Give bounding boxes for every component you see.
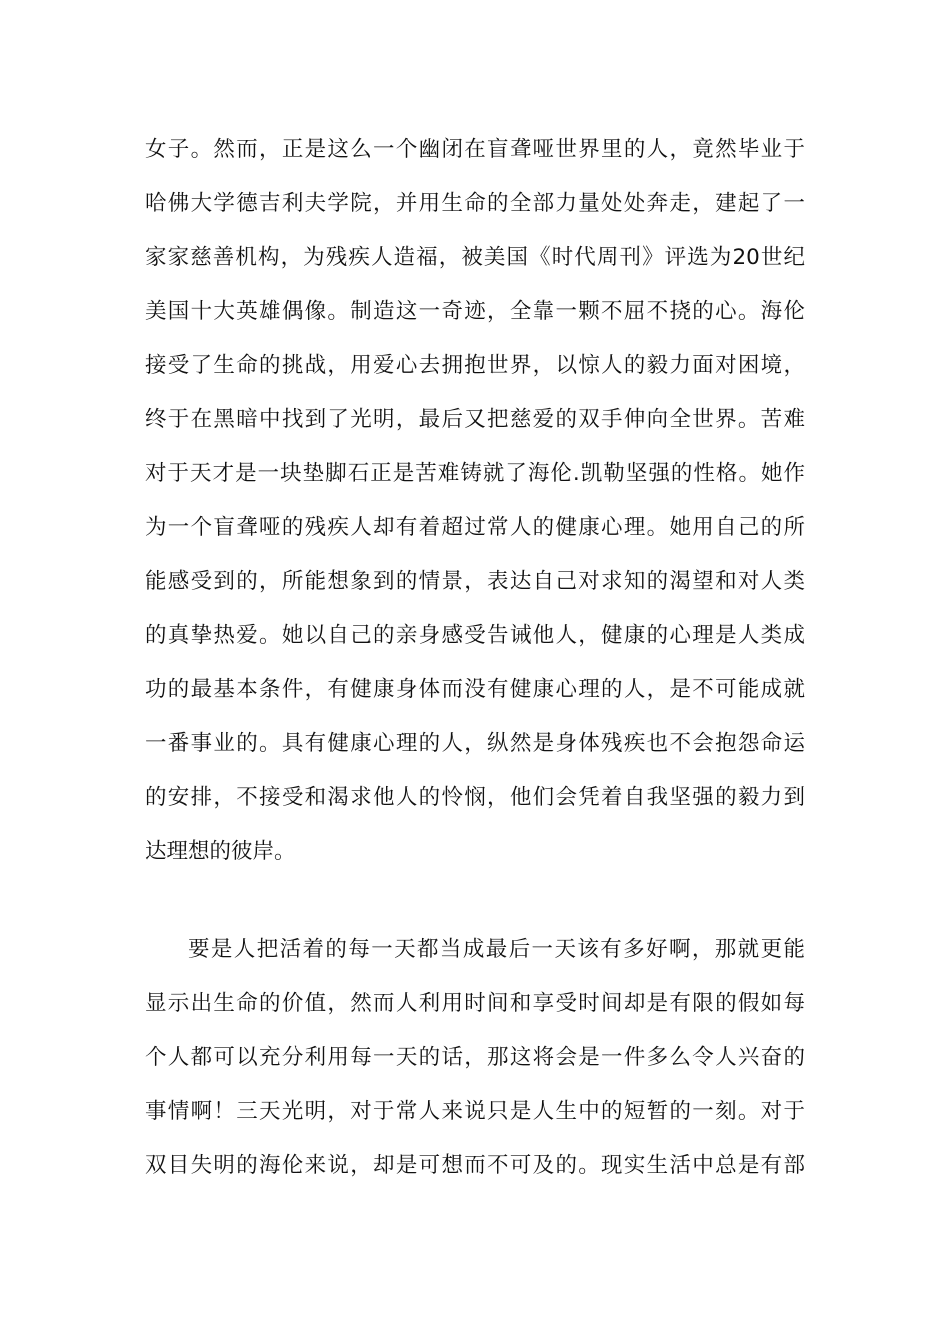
- text-line: 对于天才是一块垫脚石正是苦难铸就了海伦.凯勒坚强的性格。她作: [145, 461, 805, 486]
- text-line: 哈佛大学德吉利夫学院，并用生命的全部力量处处奔走，建起了一: [145, 191, 805, 216]
- text-line: 接受了生命的挑战，用爱心去拥抱世界，以惊人的毅力面对困境，: [145, 353, 805, 378]
- text-line: 终于在黑暗中找到了光明，最后又把慈爱的双手伸向全世界。苦难: [145, 407, 805, 432]
- text-line: 家家慈善机构，为残疾人造福，被美国《时代周刊》评选为20世纪: [145, 245, 805, 270]
- text-line: 女子。然而，正是这么一个幽闭在盲聋哑世界里的人，竟然毕业于: [145, 137, 805, 162]
- text-line: 功的最基本条件，有健康身体而没有健康心理的人，是不可能成就: [145, 677, 805, 702]
- text-line: 为一个盲聋哑的残疾人却有着超过常人的健康心理。她用自己的所: [145, 515, 805, 540]
- text-line: 双目失明的海伦来说，却是可想而不可及的。现实生活中总是有部: [145, 1153, 805, 1178]
- text-line: 的真挚热爱。她以自己的亲身感受告诫他人，健康的心理是人类成: [145, 623, 805, 648]
- text-line: 一番事业的。具有健康心理的人，纵然是身体残疾也不会抱怨命运: [145, 731, 805, 756]
- text-line: 能感受到的，所能想象到的情景，表达自己对求知的渴望和对人类: [145, 569, 805, 594]
- text-line: 事情啊！三天光明，对于常人来说只是人生中的短暂的一刻。对于: [145, 1099, 805, 1124]
- text-line: 显示出生命的价值，然而人利用时间和享受时间却是有限的假如每: [145, 991, 805, 1016]
- text-line: 的安排，不接受和渴求他人的怜悯，他们会凭着自我坚强的毅力到: [145, 785, 805, 810]
- text-line: 个人都可以充分利用每一天的话，那这将会是一件多么令人兴奋的: [145, 1045, 805, 1070]
- text-line: 要是人把活着的每一天都当成最后一天该有多好啊，那就更能: [188, 937, 805, 962]
- text-line: 美国十大英雄偶像。制造这一奇迹，全靠一颗不屈不挠的心。海伦: [145, 299, 805, 324]
- text-line: 达理想的彼岸。: [145, 839, 296, 864]
